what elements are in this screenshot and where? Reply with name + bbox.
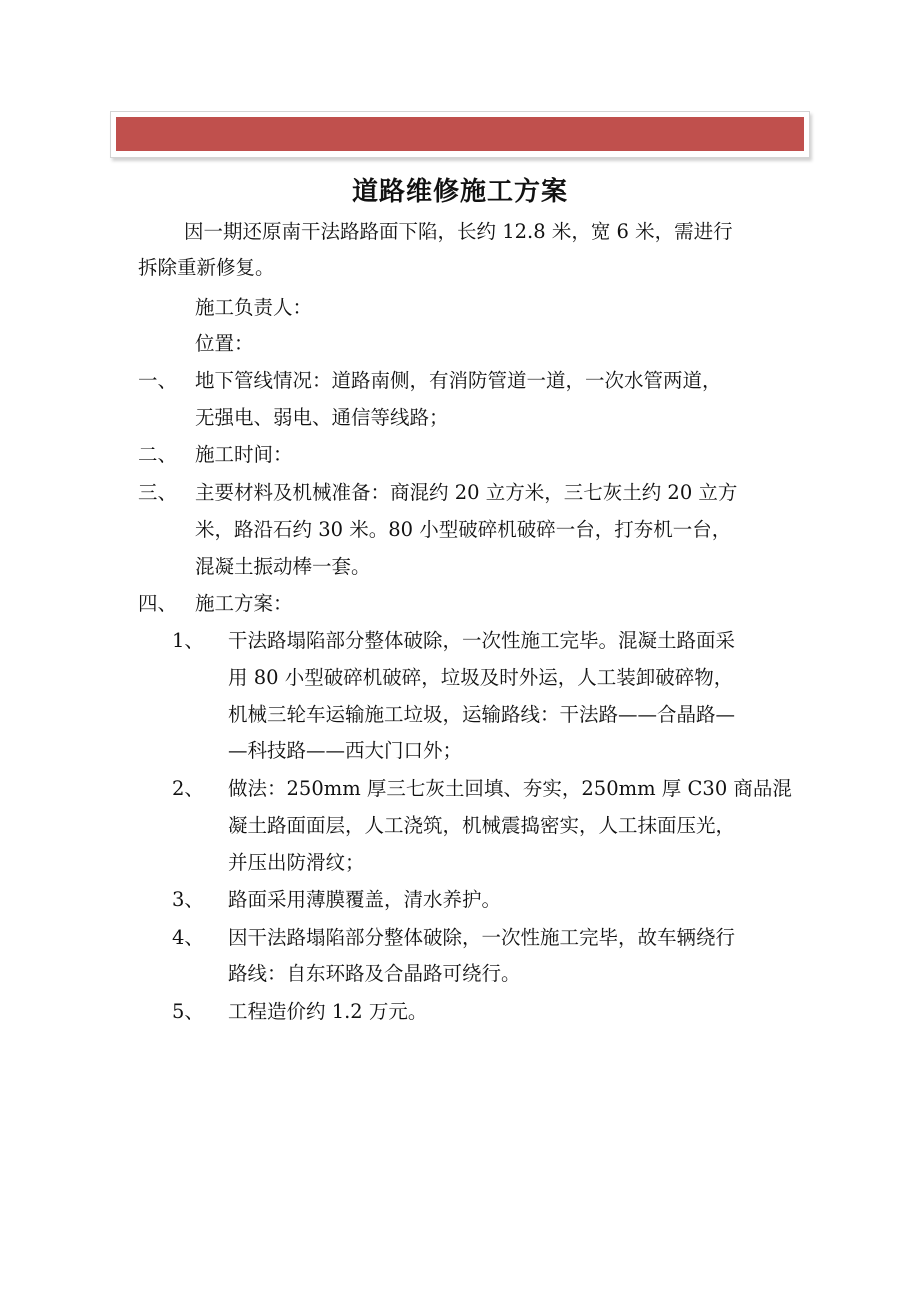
- document-title: 道路维修施工方案: [351, 177, 568, 207]
- plan-item-number: 1、: [172, 629, 204, 652]
- section-number: 一、: [138, 369, 178, 392]
- header-banner-fill: [116, 117, 804, 151]
- section-line: 混凝土振动棒一套。: [195, 555, 371, 578]
- plan-item-line: 路线：自东环路及合晶路可绕行。: [228, 962, 521, 985]
- plan-item-line: 机械三轮车运输施工垃圾，运输路线：干法路——合晶路—: [228, 703, 736, 726]
- plan-item-line: 干法路塌陷部分整体破除，一次性施工完毕。混凝土路面采: [228, 629, 736, 652]
- plan-item-number: 4、: [172, 926, 204, 949]
- section-line: 主要材料及机械准备：商混约 20 立方米，三七灰土约 20 立方: [195, 481, 738, 504]
- section-number: 三、: [138, 481, 178, 504]
- plan-item-line: 并压出防滑纹；: [228, 851, 365, 874]
- header-banner: [110, 111, 810, 158]
- plan-item-line: 路面采用薄膜覆盖，清水养护。: [228, 888, 502, 911]
- plan-item-number: 2、: [172, 777, 204, 800]
- plan-item-line: —科技路——西大门口外；: [228, 739, 463, 762]
- section-line: 米，路沿石约 30 米。80 小型破碎机破碎一台，打夯机一台，: [195, 518, 732, 541]
- person-in-charge: 施工负责人：: [195, 296, 313, 319]
- section-line: 施工时间：: [195, 443, 293, 466]
- plan-item-line: 因干法路塌陷部分整体破除，一次性施工完毕，故车辆绕行: [228, 926, 736, 949]
- section-line: 施工方案：: [195, 592, 293, 615]
- plan-item-line: 做法：250mm 厚三七灰土回填、夯实，250mm 厚 C30 商品混: [228, 777, 792, 800]
- plan-item-line: 凝土路面面层，人工浇筑，机械震捣密实，人工抹面压光，: [228, 814, 736, 837]
- section-line: 无强电、弱电、通信等线路；: [195, 406, 449, 429]
- section-line: 地下管线情况：道路南侧，有消防管道一道，一次水管两道，: [195, 369, 722, 392]
- location: 位置：: [195, 332, 254, 355]
- plan-item-line: 工程造价约 1.2 万元。: [228, 1000, 428, 1023]
- section-number: 二、: [138, 443, 178, 466]
- plan-item-number: 5、: [172, 1000, 204, 1023]
- intro-line-1: 因一期还原南干法路路面下陷，长约 12.8 米，宽 6 米，需进行: [184, 220, 733, 243]
- plan-item-number: 3、: [172, 888, 204, 911]
- intro-line-2: 拆除重新修复。: [138, 256, 275, 279]
- section-number: 四、: [138, 592, 178, 615]
- plan-item-line: 用 80 小型破碎机破碎，垃圾及时外运，人工装卸破碎物，: [228, 666, 734, 689]
